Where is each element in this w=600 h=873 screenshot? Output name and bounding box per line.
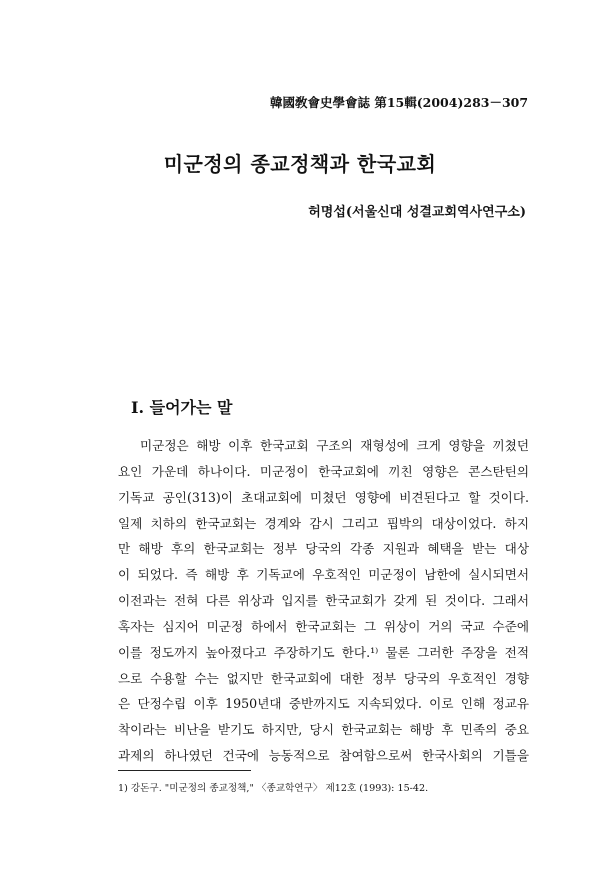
body-line: 이전과는 전혀 다른 위상과 입지를 한국교회가 갖게 된 것이다. 그래서 [118,593,529,609]
page-range: 283－307 [463,95,529,110]
body-line: 기독교 공인(313)이 초대교회에 미쳤던 영향에 비견된다고 할 것이다. [118,489,529,505]
body-line: 착이라는 비난을 받기도 하지만, 당시 한국교회는 해방 후 민족의 중요 [118,722,529,738]
body-paragraph [118,433,529,769]
body-line: 이를 정도까지 높아졌다고 주장하기도 한다.¹⁾ 물론 그러한 주장을 전적 [118,644,529,660]
footnote-divider [118,770,251,771]
body-line: 일제 치하의 한국교회는 경계와 감시 그리고 핍박의 대상이었다. 하지 [118,515,529,531]
author-affiliation: 허명섭(서울신대 성결교회역사연구소) [308,205,526,220]
body-line: 요인 가운데 하나이다. 미군정이 한국교회에 끼친 영향은 콘스탄틴의 [118,463,529,479]
article-title: 미군정의 종교정책과 한국교회 [163,152,437,176]
body-line: 이 되었다. 즉 해방 후 기독교에 우호적인 미군정이 남한에 실시되면서 [118,567,529,583]
body-line: 혹자는 심지어 미군정 하에서 한국교회는 그 위상이 거의 국교 수준에 [118,618,529,634]
journal-citation: 韓國敎會史學會誌 第15輯(2004) [270,95,464,110]
body-line: 은 단정수립 이후 1950년대 중반까지도 지속되었다. 이로 인해 정교유 [118,696,529,712]
footnote: 1) 강돈구. "미군정의 종교정책," 〈종교학연구〉 제12호 (1993): 15-42. [118,783,429,794]
body-line: 으로 수용할 수는 없지만 한국교회에 대한 정부 당국의 우호적인 경향 [118,670,529,686]
body-line: 과제의 하나였던 건국에 능동적으로 참여함으로써 한국사회의 기틀을 [118,748,529,764]
running-header [270,93,528,111]
body-line: 만 해방 후의 한국교회는 정부 당국의 각종 지원과 혜택을 받는 대상 [118,541,529,557]
body-line: 미군정은 해방 이후 한국교회 구조의 재형성에 크게 영향을 끼쳤던 [140,438,529,453]
section-heading: I. 들어가는 말 [131,398,233,417]
